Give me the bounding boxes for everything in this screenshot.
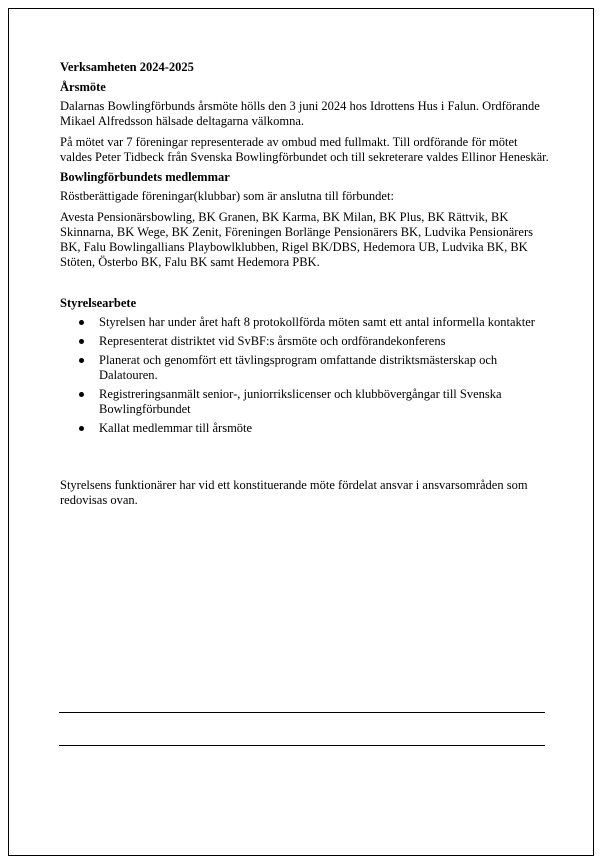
bullet-icon	[79, 426, 84, 431]
signature-line	[59, 745, 545, 746]
document-content	[60, 59, 550, 508]
closing-paragraph: Styrelsens funktionärer har vid ett konstituerande möte fördelat ansvar i ansvarsområden som redovisas ovan.	[60, 478, 528, 507]
list-item: Kallat medlemmar till årsmöte	[99, 421, 550, 436]
medlemmar-intro: Röstberättigade föreningar(klubbar) som är anslutna till förbundet:	[60, 189, 394, 203]
styrelsearbete-list	[60, 315, 550, 436]
arsmote-paragraph-1: Dalarnas Bowlingförbunds årsmöte hölls den 3 juni 2024 hos Idrottens Hus i Falun. Ordförande Mikael Alfredsson hälsade deltagarna välkomna.	[60, 99, 540, 128]
styrelsearbete-heading: Styrelsearbete	[60, 296, 137, 310]
arsmote-paragraph-2: På mötet var 7 föreningar representerade av ombud med fullmakt. Till ordförande för mötet valdes Peter Tidbeck från Svenska Bowlingförbundet och till sekreterare valdes Ellinor Heneskär.	[60, 135, 549, 164]
medlemmar-heading: Bowlingförbundets medlemmar	[60, 170, 230, 184]
bullet-icon	[79, 320, 84, 325]
bullet-icon	[79, 358, 84, 363]
medlemmar-list: Avesta Pensionärsbowling, BK Granen, BK Karma, BK Milan, BK Plus, BK Rättvik, BK Skinnarna, BK Wege, BK Zenit, Föreningen Borlänge Pensionärers BK, Ludvika Pensionärers BK, Falu Bowlingallians Playbowlklubben, Rigel BK/DBS, Hedemora UB, Ludvika BK, BK Stöten, Österbo BK, Falu BK samt Hedemora PBK.	[60, 210, 533, 269]
bullet-icon	[79, 392, 84, 397]
document-title: Verksamheten 2024-2025	[60, 60, 194, 74]
list-item: Registreringsanmält senior-, juniorrikslicenser och klubbövergångar till Svenska Bowlingförbundet	[99, 387, 550, 417]
list-item: Representerat distriktet vid SvBF:s årsmöte och ordförandekonferens	[99, 334, 550, 349]
list-item: Planerat och genomfört ett tävlingsprogram omfattande distriktsmästerskap och Dalatouren.	[99, 353, 550, 383]
signature-line	[59, 712, 545, 713]
list-item: Styrelsen har under året haft 8 protokollförda möten samt ett antal informella kontakter	[99, 315, 550, 330]
arsmote-heading: Årsmöte	[60, 80, 106, 94]
document-page	[8, 8, 594, 856]
bullet-icon	[79, 339, 84, 344]
